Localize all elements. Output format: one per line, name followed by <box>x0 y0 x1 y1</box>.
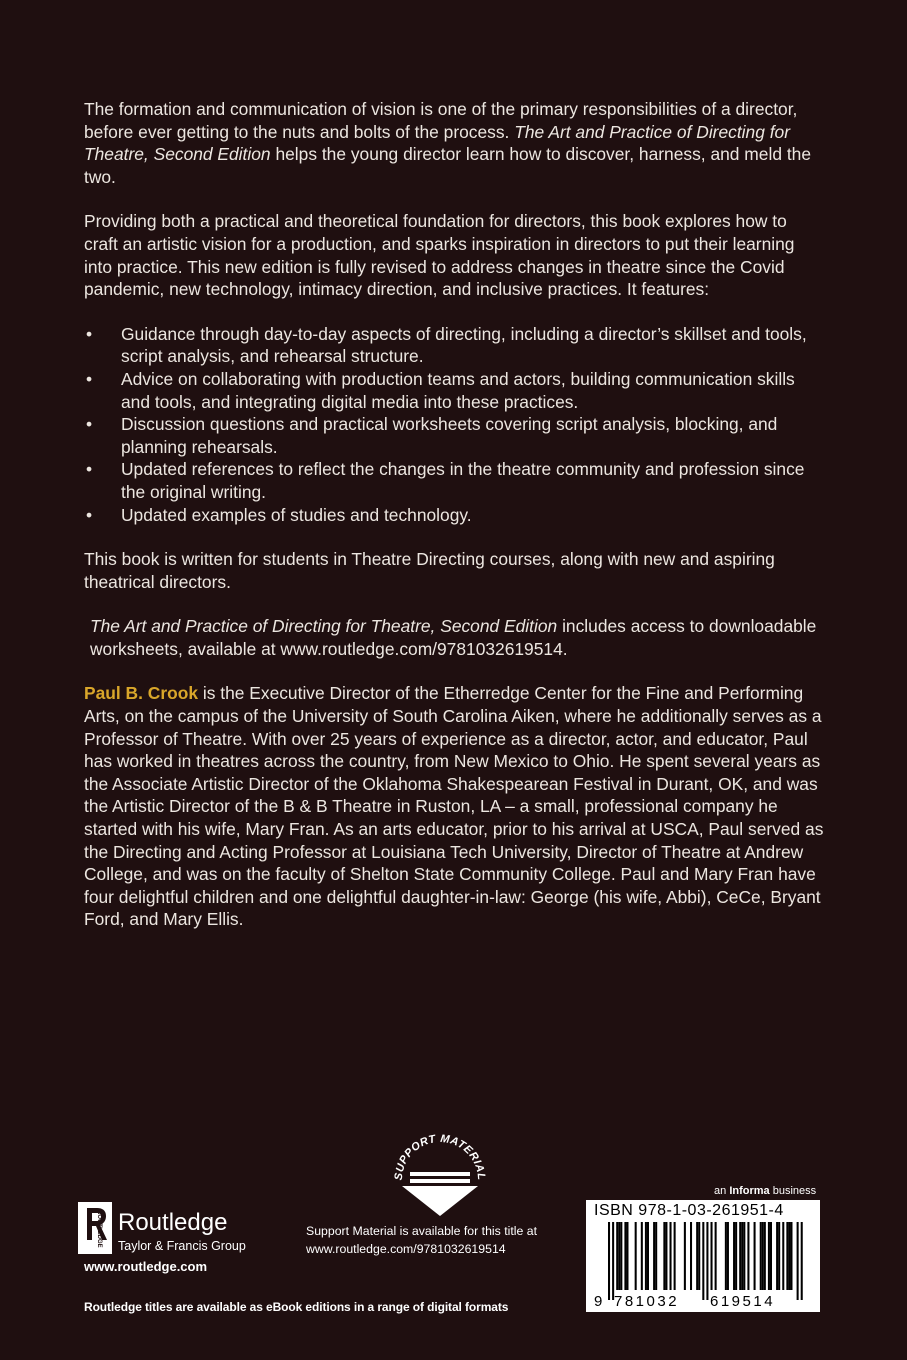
barcode-bar <box>626 1222 628 1290</box>
barcode-bar <box>741 1222 743 1290</box>
barcode-bar <box>635 1222 637 1290</box>
barcode-bar <box>735 1222 737 1290</box>
barcode-bar <box>725 1222 727 1290</box>
barcode-bar <box>624 1222 626 1290</box>
barcode-bar <box>776 1222 778 1290</box>
features-list <box>84 323 824 526</box>
barcode-bar <box>690 1222 692 1290</box>
barcode-bar <box>608 1222 610 1300</box>
taylor-francis-group: Taylor & Francis Group <box>118 1239 246 1253</box>
barcode-bar <box>696 1222 698 1290</box>
barcode-bar <box>620 1222 622 1290</box>
feature-item: • Guidance through day-to-day aspects of directing, including a director’s skillset and tools, script analysis, and rehearsal structure. <box>84 323 824 368</box>
informa-brand: Informa <box>729 1185 770 1197</box>
author-bio <box>84 682 824 931</box>
barcode-digit-first: 9 <box>594 1293 603 1310</box>
feature-item: • Updated examples of studies and technology. <box>84 504 824 527</box>
informa-suffix: business <box>772 1185 817 1197</box>
support-line-1: Support Material is available for this title at <box>306 1224 538 1238</box>
barcode-bar <box>663 1222 665 1290</box>
author-bio-text: is the Executive Director of the Etherredge Center for the Fine and Performing Arts, on the campus of the University of South Carolina Aiken, where he additionally serves as a Professor of Theatre. With over 25 years of experience as a director, actor, and educator, Paul has worked in theatres across the country, from New Mexico to Ohio. He spent several years as the Associate Artistic Director of the Oklahoma Shakespearean Festival in Durant, OK, and was the Artistic Director of the B & B Theatre in Ruston, LA – a small, professional company he started with his wife, Mary Fran. As an arts educator, prior to his arrival at USCA, Paul served as the Directing and Acting Professor at Louisiana Tech University, Director of Theatre at Andrew College, and was on the faculty of Shelton State Community College. Paul and Mary Fran have four delightful children and one delightful daughter-in-law: George (his wife, Abbi), CeCe, Bryant Ford, and Mary Ellis. <box>84 683 824 930</box>
blurb-paragraph-4 <box>84 615 824 660</box>
routledge-logo-icon <box>78 1192 278 1262</box>
worksheet-note: includes access to downloadable worksheets, available at www.routledge.com/9781032619514. <box>90 616 817 659</box>
support-material-badge <box>380 1132 500 1232</box>
barcode-bar <box>764 1222 766 1290</box>
barcode-bar <box>706 1222 708 1300</box>
publisher-url: www.routledge.com <box>84 1259 208 1274</box>
feature-item: • Advice on collaborating with production teams and actors, building communication skills and tools, and integrating digital media into these practices. <box>84 368 824 413</box>
barcode-bar <box>782 1222 784 1290</box>
barcode-bar <box>733 1222 735 1290</box>
barcode-bar <box>616 1222 618 1290</box>
barcode-bar <box>727 1222 729 1290</box>
barcode-bar <box>747 1222 749 1290</box>
barcode-bar <box>653 1222 655 1290</box>
barcode-bar <box>674 1222 676 1290</box>
isbn-label: ISBN 978-1-03-261951-4 <box>594 1202 784 1219</box>
barcode-bar <box>797 1222 799 1300</box>
barcode-graphic <box>592 1222 814 1310</box>
barcode-digits-left: 781032 <box>614 1293 680 1310</box>
routledge-wordmark: Routledge <box>118 1209 228 1236</box>
barcode-bar <box>711 1222 713 1290</box>
barcode-bar <box>743 1222 745 1290</box>
barcode-bar <box>788 1222 790 1290</box>
barcode-bar <box>698 1222 700 1290</box>
support-material-text <box>306 1222 568 1258</box>
feature-item: • Updated references to reflect the changes in the theatre community and profession since the original writing. <box>84 458 824 503</box>
isbn-barcode <box>586 1200 820 1312</box>
blurb-paragraph-2: Providing both a practical and theoretical foundation for directors, this book explores how to craft an artistic vision for a production, and sparks inspiration in directors to put their learning into practice. This new edition is fully revised to address changes in theatre since the Covid pandemic, new technology, intimacy direction, and inclusive practices. It features: <box>84 211 795 300</box>
barcode-bar <box>665 1222 667 1290</box>
barcode-bar <box>618 1222 620 1290</box>
barcode-bar <box>790 1222 792 1290</box>
barcode-bar <box>768 1222 770 1290</box>
routledge-logo <box>78 1192 278 1262</box>
barcode-bar <box>760 1222 762 1290</box>
barcode-bar <box>715 1222 717 1290</box>
barcode-bars <box>608 1222 803 1300</box>
barcode-digits-right: 619514 <box>710 1293 776 1310</box>
support-line-2: www.routledge.com/9781032619514 <box>306 1242 506 1256</box>
barcode-bar <box>786 1222 788 1290</box>
barcode-bar <box>778 1222 780 1290</box>
barcode-bar <box>702 1222 704 1300</box>
barcode-bar <box>739 1222 741 1290</box>
support-material-arc-label: SUPPORT MATERIAL <box>392 1132 488 1181</box>
book-title-italic: The Art and Practice of Directing for Theatre, Second Edition <box>84 121 791 165</box>
barcode-bar <box>762 1222 764 1290</box>
barcode-bar <box>770 1222 772 1290</box>
feature-item: • Discussion questions and practical worksheets covering script analysis, blocking, and planning rehearsals. <box>84 413 824 458</box>
blurb-paragraph-3: This book is written for students in Theatre Directing courses, along with new and aspiring theatrical directors. <box>84 549 775 592</box>
barcode-bar <box>655 1222 657 1290</box>
barcode-bar <box>645 1222 647 1290</box>
blurb-text: helps the young director learn how to discover, harness, and meld the two. <box>84 144 811 187</box>
author-name: Paul B. Crook <box>84 683 199 704</box>
back-cover-text <box>84 98 824 953</box>
barcode-bar <box>647 1222 649 1290</box>
barcode-bar <box>754 1222 756 1290</box>
barcode-bar <box>801 1222 803 1300</box>
ebook-note: Routledge titles are available as eBook editions in a range of digital formats <box>84 1300 509 1314</box>
download-arrow-icon <box>380 1132 500 1232</box>
blurb-text: The formation and communication of vision is one of the primary responsibilities of a director, before ever getting to the nuts and bolts of the process. <box>84 99 798 142</box>
book-title-italic: The Art and Practice of Directing for Theatre, Second Edition <box>90 616 558 637</box>
informa-prefix: an <box>714 1185 727 1197</box>
blurb-paragraph-1 <box>84 98 824 188</box>
barcode-bar <box>684 1222 686 1290</box>
informa-business <box>714 1185 816 1197</box>
barcode-bar <box>670 1222 672 1290</box>
barcode-bar <box>612 1222 614 1300</box>
barcode-bar <box>641 1222 643 1290</box>
routledge-logo-vertical-text: ROUTLEDGE <box>96 1210 102 1248</box>
